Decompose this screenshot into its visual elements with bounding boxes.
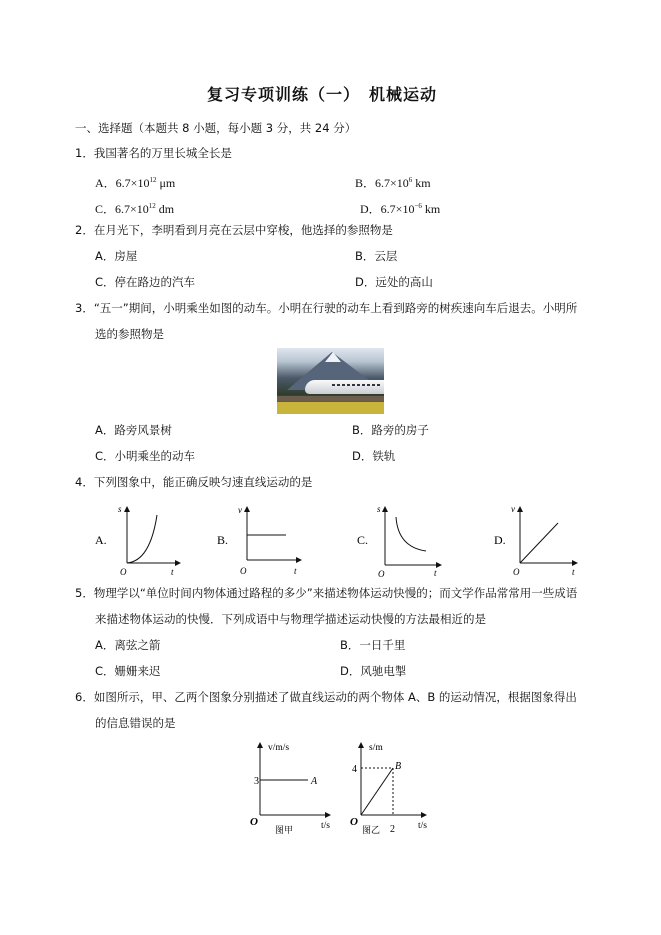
q2-option-d[interactable]: D．远处的高山: [355, 275, 433, 289]
q4-graph-c[interactable]: [357, 504, 441, 579]
q3-option-b[interactable]: B．路旁的房子: [352, 423, 429, 437]
y-value-label: 4: [352, 764, 357, 775]
y-axis-label: v: [511, 504, 515, 514]
label: A．: [95, 176, 116, 190]
exponent: 6: [408, 176, 413, 184]
base: 6.7×10: [380, 202, 415, 216]
q3-option-d[interactable]: D．铁轨: [352, 449, 396, 463]
q6-stem-line2: 的信息错误的是: [95, 716, 176, 730]
x-axis-label: t/s: [321, 821, 330, 831]
q1-option-b[interactable]: [355, 173, 431, 190]
q1-option-c[interactable]: [95, 199, 174, 216]
x-axis-label: t: [171, 567, 174, 577]
graph-yi: [350, 743, 427, 835]
option-label: A.: [95, 533, 107, 547]
point-label: A: [311, 776, 318, 787]
graph-jia: [250, 743, 330, 835]
y-axis-label: s: [118, 504, 122, 514]
q5-option-a[interactable]: A．离弦之箭: [95, 638, 161, 652]
label: D．: [360, 202, 381, 216]
q3-stem-line1: 3．“五一”期间，小明乘坐如图的动车。小明在行驶的动车上看到路旁的树疾速向车后退去。小明所: [75, 301, 578, 315]
q5-option-c[interactable]: C．姗姗来迟: [95, 664, 161, 678]
q4-graph-b[interactable]: [217, 505, 301, 576]
q2-option-b[interactable]: B．云层: [355, 249, 398, 263]
label: C．: [95, 202, 116, 216]
page-title: 复习专项训练（一） 机械运动: [207, 85, 438, 104]
exponent: 12: [148, 202, 156, 210]
q4-graph-a[interactable]: [95, 504, 180, 577]
q4-stem: 4．下列图象中，能正确反映匀速直线运动的是: [75, 475, 313, 489]
point-label: B: [395, 761, 402, 772]
option-label: B.: [217, 533, 229, 547]
q5-stem-line1: 5．物理学以“单位时间内物体通过路程的多少”来描述物体运动快慢的；而文学作品常常用一些成语: [75, 586, 578, 600]
q6-stem-line1: 6．如图所示，甲、乙两个图象分别描述了做直线运动的两个物体 A、B 的运动情况，根据图象得出: [75, 690, 577, 704]
x-axis-label: t/s: [418, 821, 427, 831]
origin-label: O: [240, 566, 247, 576]
exponent: −6: [414, 202, 422, 210]
exponent: 12: [149, 176, 157, 184]
base: 6.7×10: [115, 176, 150, 190]
caption: 图乙: [362, 825, 381, 835]
q3-option-c[interactable]: C．小明乘坐的动车: [95, 449, 196, 463]
x-axis-label: t: [572, 567, 575, 577]
q5-stem-line2: 来描述物体运动的快慢．下列成语中与物理学描述运动快慢的方法最相近的是: [95, 612, 486, 626]
x-axis-label: t: [434, 568, 437, 578]
origin-label: O: [513, 567, 520, 577]
x-value-label: 2: [390, 824, 395, 835]
option-label: D.: [494, 533, 506, 547]
q2-option-a[interactable]: A．房屋: [95, 249, 138, 263]
origin-label: O: [120, 567, 127, 577]
option-label: C.: [357, 533, 369, 547]
caption: 图甲: [275, 825, 294, 835]
base: 6.7×10: [115, 202, 149, 216]
y-value-label: 3: [254, 776, 259, 787]
y-axis-label: s: [377, 504, 381, 514]
q1-option-a[interactable]: [95, 173, 175, 190]
y-axis-label: s/m: [369, 743, 383, 753]
unit: dm: [155, 202, 175, 216]
q6-graphs: [0, 735, 661, 845]
x-axis-label: t: [294, 566, 297, 576]
origin-label: O: [250, 816, 258, 828]
q4-graphs: [0, 495, 661, 580]
unit: μm: [156, 176, 176, 190]
q1-stem: 1．我国著名的万里长城全长是: [75, 146, 232, 160]
q4-graph-d[interactable]: [494, 504, 577, 577]
base: 6.7×10: [375, 176, 409, 190]
q2-option-c[interactable]: C．停在路边的汽车: [95, 275, 196, 289]
unit: km: [421, 202, 441, 216]
q3-option-a[interactable]: A．路旁风景树: [95, 423, 172, 437]
q3-stem-line2: 选的参照物是: [95, 327, 164, 341]
bullet-train-photo: [277, 348, 384, 414]
origin-label: O: [378, 569, 385, 579]
origin-label: O: [350, 816, 358, 828]
q2-stem: 2．在月光下，李明看到月亮在云层中穿梭，他选择的参照物是: [75, 223, 393, 237]
q5-option-b[interactable]: B．一日千里: [340, 638, 406, 652]
label: B．: [355, 176, 376, 190]
unit: km: [412, 176, 431, 190]
section-heading: 一、选择题（本题共 8 小题，每小题 3 分，共 24 分）: [75, 121, 357, 135]
q5-option-d[interactable]: D．风驰电掣: [340, 664, 407, 678]
q1-option-d[interactable]: [360, 199, 440, 216]
y-axis-label: v/m/s: [268, 743, 290, 753]
y-axis-label: v: [238, 505, 242, 515]
